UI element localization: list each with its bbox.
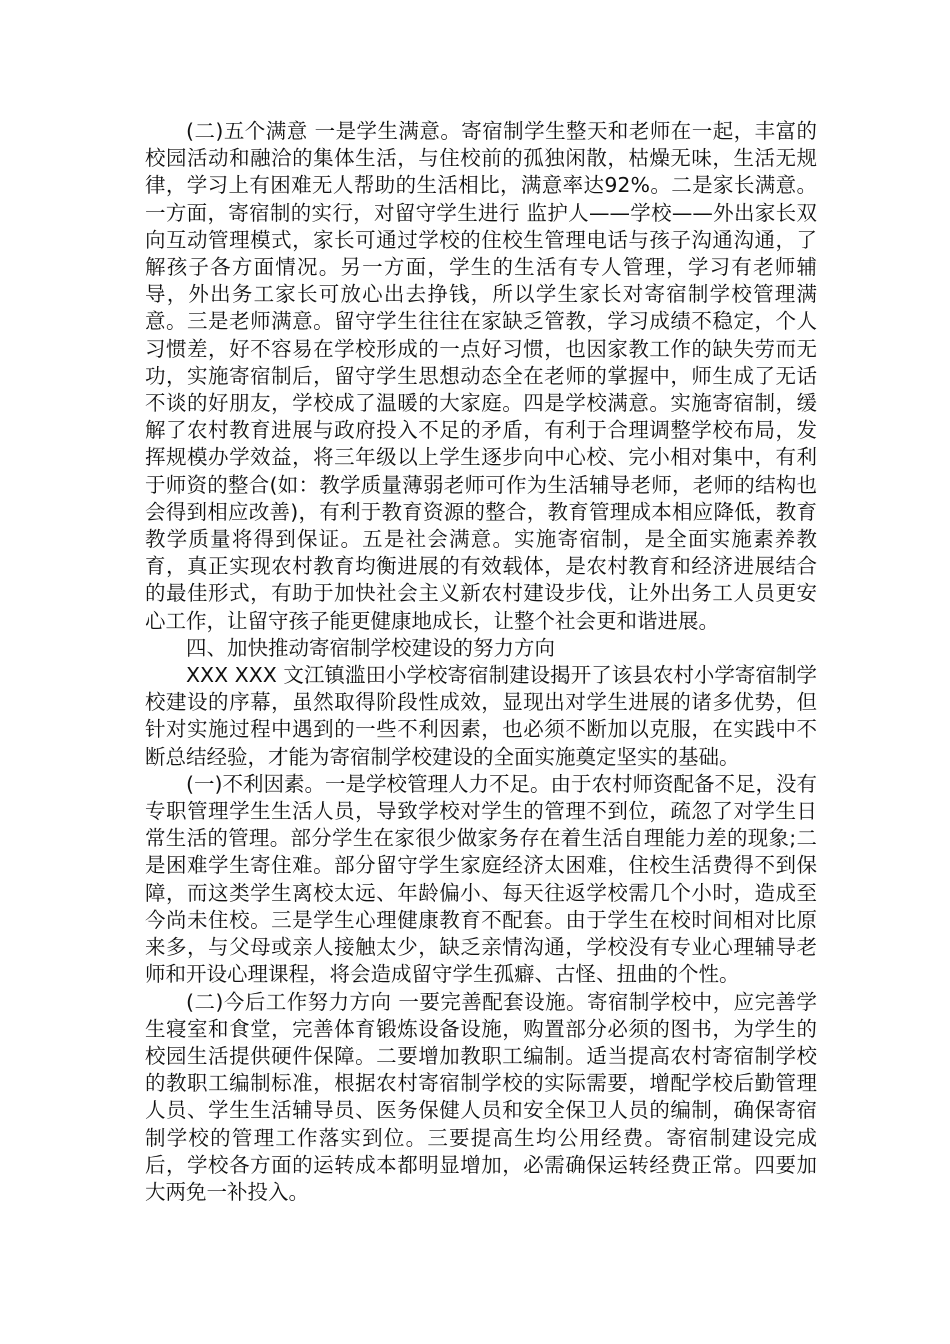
document-page	[145, 118, 817, 1206]
paragraph-unfavorable-factors: (一)不利因素。一是学校管理人力不足。由于农村师资配备不足，没有专职管理学生生活人员，导致学校对学生的管理不到位，疏忽了对学生日常生活的管理。部分学生在家很少做家务存在着生活自理能力差的现象;二是困难学生寄住难。部分留守学生家庭经济太困难，住校生活费得不到保障，而这类学生离校太远、年龄偏小、每天往返学校需几个小时，造成至今尚未住校。三是学生心理健康教育不配套。由于学生在校时间相对比原来多，与父母或亲人接触太少，缺乏亲情沟通，学校没有专业心理辅导老师和开设心理课程，将会造成留守学生孤癖、古怪、扭曲的个性。	[145, 771, 817, 987]
paragraph-five-satisfactions: (二)五个满意 一是学生满意。寄宿制学生整天和老师在一起，丰富的校园活动和融洽的集体生活，与住校前的孤独闲散，枯燥无味，生活无规律，学习上有困难无人帮助的生活相比，满意率达92%。二是家长满意。一方面，寄宿制的实行，对留守学生进行 监护人——学校——外出家长双向互动管理模式，家长可通过学校的住校生管理电话与孩子沟通沟通，了解孩子各方面情况。另一方面，学生的生活有专人管理，学习有老师辅导，外出务工家长可放心出去挣钱，所以学生家长对寄宿制学校管理满意。三是老师满意。留守学生往往在家缺乏管教，学习成绩不稳定，个人习惯差，好不容易在学校形成的一点好习惯，也因家教工作的缺失劳而无功，实施寄宿制后，留守学生思想动态全在老师的掌握中，师生成了无话不谈的好朋友，学校成了温暖的大家庭。四是学校满意。实施寄宿制，缓解了农村教育进展与政府投入不足的矛盾，有利于合理调整学校布局，发挥规模办学效益，将三年级以上学生逐步向中心校、完小相对集中，有利于师资的整合(如：教学质量薄弱老师可作为生活辅导老师，老师的结构也会得到相应改善)，有利于教育资源的整合，教育管理成本相应降低，教育教学质量将得到保证。五是社会满意。实施寄宿制，是全面实施素养教育，真正实现农村教育均衡进展的有效载体，是农村教育和经济进展结合的最佳形式，有助于加快社会主义新农村建设步伐，让外出务工人员更安心工作，让留守孩子能更健康地成长，让整个社会更和谐进展。	[145, 119, 817, 633]
section-heading-four: 四、加快推动寄宿制学校建设的努力方向	[186, 635, 555, 660]
paragraph-intro-section-four: XXX XXX 文江镇滥田小学校寄宿制建设揭开了该县农村小学寄宿制学校建设的序幕，虽然取得阶段性成效，显现出对学生进展的诸多优势，但针对实施过程中遇到的一些不利因素，也必须不断加以克服，在实践中不断总结经验，才能为寄宿制学校建设的全面实施奠定坚实的基础。	[145, 663, 817, 769]
paragraph-future-directions: (二)今后工作努力方向 一要完善配套设施。寄宿制学校中，应完善学生寝室和食堂，完善体育锻炼设备设施，购置部分必须的图书，为学生的校园生活提供硬件保障。二要增加教职工编制。适当提高农村寄宿制学校的教职工编制标准，根据农村寄宿制学校的实际需要，增配学校后勤管理人员、学生生活辅导员、医务保健人员和安全保卫人员的编制，确保寄宿制学校的管理工作落实到位。三要提高生均公用经费。寄宿制建设完成后，学校各方面的运转成本都明显增加，必需确保运转经费正常。四要加大两免一补投入。	[145, 989, 817, 1204]
